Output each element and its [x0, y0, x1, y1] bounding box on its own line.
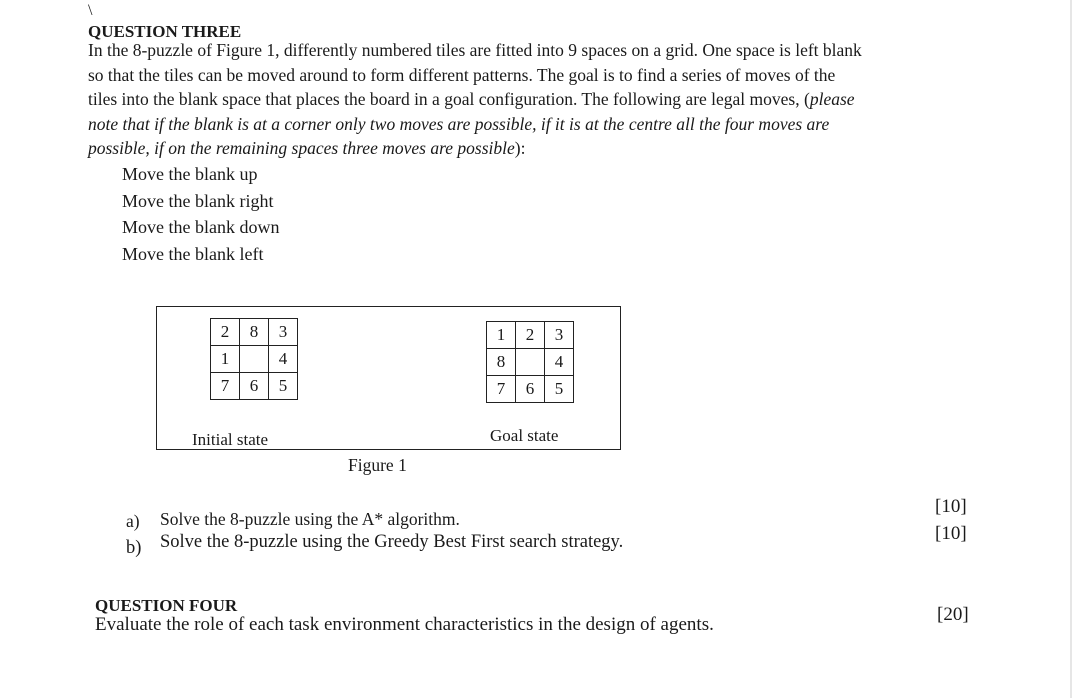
part-a-letter: a) [126, 511, 140, 531]
italic-note: please [809, 89, 855, 109]
tile: 5 [545, 376, 574, 403]
tile: 6 [240, 373, 269, 400]
move-item: Move the blank up [122, 164, 258, 184]
tile: 1 [211, 346, 240, 373]
tile: 4 [545, 349, 574, 376]
question-four-heading: QUESTION FOUR [95, 596, 238, 615]
italic-note: possible, if on the remaining spaces three moves are possible [88, 138, 515, 158]
paragraph-line: so that the tiles can be moved around to form different patterns. The goal is to find a series of moves of the [88, 64, 836, 85]
tile: 1 [487, 322, 516, 349]
goal-state-grid [486, 321, 574, 403]
tile: 6 [516, 376, 545, 403]
part-a-text: Solve the 8-puzzle using the A* algorithm. [160, 509, 460, 529]
figure-caption: Figure 1 [348, 455, 407, 475]
move-item: Move the blank down [122, 217, 280, 237]
corner-mark: \ [88, 2, 93, 19]
question-three-heading: QUESTION THREE [88, 22, 242, 41]
question-four-marks: [20] [937, 604, 969, 625]
italic-note: note that if the blank is at a corner only two moves are possible, if it is at the centre all the four moves are [88, 113, 830, 134]
paragraph-text: tiles into the blank space that places the board in a goal configuration. The following are legal moves, ( [88, 89, 810, 109]
blank-tile [240, 346, 269, 373]
question-four-text: Evaluate the role of each task environment characteristics in the design of agents. [95, 614, 714, 635]
legal-moves-list [122, 161, 279, 267]
part-b-marks: [10] [935, 523, 967, 544]
initial-state-grid [210, 318, 298, 400]
tile: 7 [211, 373, 240, 400]
move-item: Move the blank left [122, 243, 264, 264]
goal-state-label: Goal state [490, 426, 559, 445]
paragraph-line [88, 136, 862, 161]
tile: 5 [269, 373, 298, 400]
tile: 3 [545, 322, 574, 349]
tile: 2 [516, 322, 545, 349]
initial-state-label: Initial state [192, 430, 269, 449]
blank-tile [516, 349, 545, 376]
part-b-text: Solve the 8-puzzle using the Greedy Best First search strategy. [160, 532, 624, 552]
paragraph-line [88, 112, 862, 137]
move-item: Move the blank right [122, 190, 274, 211]
part-b-letter: b) [126, 538, 142, 558]
paragraph-line [88, 87, 862, 112]
tile: 2 [211, 319, 240, 346]
tile: 4 [269, 346, 298, 373]
tile: 3 [269, 319, 298, 346]
paragraph-text: ): [514, 138, 526, 158]
page-edge [1070, 0, 1072, 698]
paragraph-line: In the 8-puzzle of Figure 1, differently numbered tiles are fitted into 9 spaces on a grid. One space is left blank [88, 40, 862, 60]
tile: 8 [487, 349, 516, 376]
question-three-paragraph [88, 38, 862, 161]
tile: 7 [487, 376, 516, 403]
tile: 8 [240, 319, 269, 346]
part-a-marks: [10] [935, 496, 967, 517]
